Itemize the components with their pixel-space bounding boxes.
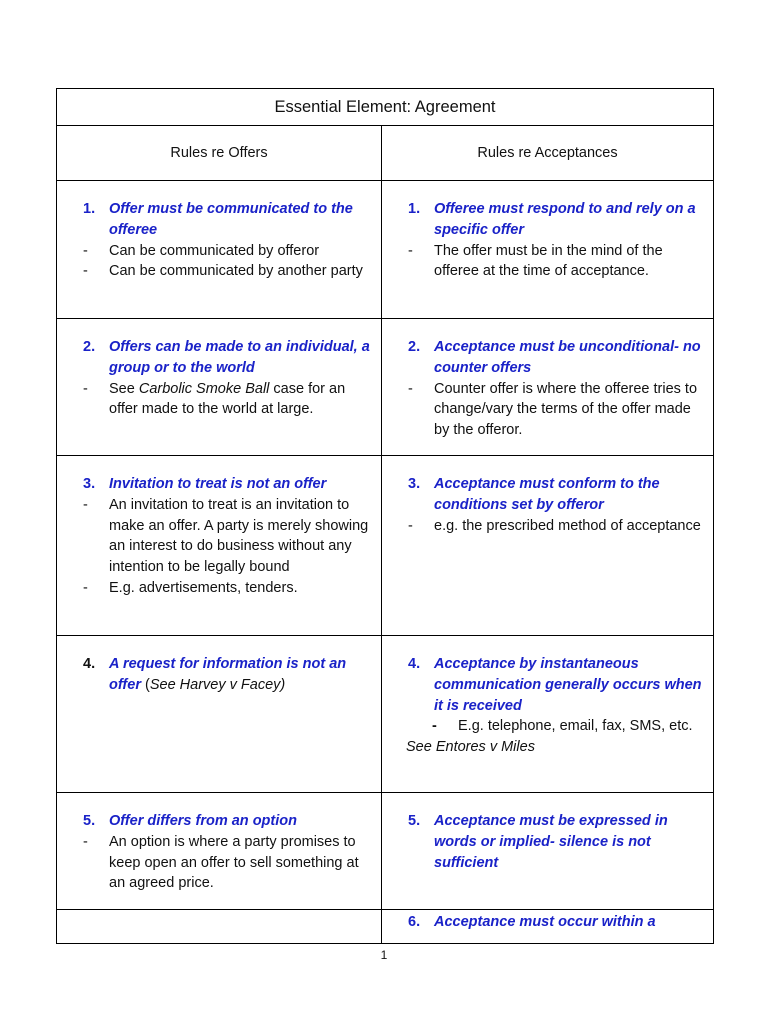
table-row	[57, 910, 714, 944]
rule-bullet: e.g. the prescribed method of acceptance	[434, 517, 701, 534]
column-header-offers: Rules re Offers	[57, 126, 382, 181]
case-reference: See Harvey v Facey)	[149, 676, 286, 693]
rule-title: Acceptance by instantaneous communication generally occurs when it is received	[434, 656, 702, 714]
rule-bullet: Can be communicated by another party	[109, 263, 363, 280]
acceptance-rule-4: 4. Acceptance by instantaneous communication generally occurs when it is received - E.g. telephone, email, fax, SMS, etc. See Entores v Miles	[382, 636, 714, 793]
table-title: Essential Element: Agreement	[57, 89, 714, 126]
rule-bullet: E.g. telephone, email, fax, SMS, etc.	[458, 718, 693, 735]
table-row	[57, 456, 714, 636]
rule-bullet: E.g. advertisements, tenders.	[109, 579, 298, 596]
table-row	[57, 636, 714, 793]
acceptance-rule-6: 6. Acceptance must occur within a	[382, 910, 714, 944]
acceptance-rule-1: 1. Offeree must respond to and rely on a specific offer - The offer must be in the mind of the offeree at the time of acceptance.	[382, 181, 714, 319]
table-row	[57, 319, 714, 456]
case-name: Carbolic Smoke Ball	[138, 380, 270, 397]
offer-rule-3: 3. Invitation to treat is not an offer - An invitation to treat is an invitation to make an offer. A party is merely showing an interest to do business without any intention to be legally bound - E.g. advertisements, tenders.	[57, 456, 382, 636]
rule-title: Offer must be communicated to the offeree	[109, 201, 353, 238]
column-header-acceptances: Rules re Acceptances	[382, 126, 714, 181]
acceptance-rule-3: 3. Acceptance must conform to the conditions set by offeror - e.g. the prescribed method of acceptance	[382, 456, 714, 636]
rule-bullet: Counter offer is where the offeree tries to change/vary the terms of the offer made by the offeror.	[434, 380, 698, 439]
offer-rule-1: 1. Offer must be communicated to the offeree - Can be communicated by offeror - Can be communicated by another party	[57, 181, 382, 319]
acceptance-rule-5: 5. Acceptance must be expressed in words or implied- silence is not sufficient	[382, 793, 714, 910]
agreement-table	[56, 88, 714, 944]
acceptance-rule-2: 2. Acceptance must be unconditional- no counter offers - Counter offer is where the offeree tries to change/vary the terms of the offer made by the offeror.	[382, 319, 714, 456]
rule-title: Acceptance must be unconditional- no counter offers	[434, 339, 701, 376]
rule-title: Offeree must respond to and rely on a specific offer	[434, 201, 696, 238]
rule-bullet: The offer must be in the mind of the offeree at the time of acceptance.	[434, 242, 663, 280]
rule-title: Offers can be made to an individual, a group or to the world	[109, 339, 370, 376]
rule-title: Acceptance must be expressed in words or implied- silence is not sufficient	[434, 813, 668, 871]
rule-bullet: Can be communicated by offeror	[109, 242, 320, 259]
rule-title: Acceptance must occur within a	[434, 914, 656, 930]
rule-bullet: An option is where a party promises to keep open an offer to sell something at an agreed price.	[109, 833, 359, 892]
rule-bullet: An invitation to treat is an invitation to make an offer. A party is merely showing an interest to do business without any intention to be legally bound	[109, 496, 369, 576]
offer-rule-4: 4. A request for information is not an offer (See Harvey v Facey)	[57, 636, 382, 793]
offer-rule-empty	[57, 910, 382, 944]
rule-title: Offer differs from an option	[109, 813, 297, 829]
offer-rule-5: 5. Offer differs from an option - An option is where a party promises to keep open an offer to sell something at an agreed price.	[57, 793, 382, 910]
table-row	[57, 793, 714, 910]
offer-rule-2: 2. Offers can be made to an individual, a group or to the world - See Carbolic Smoke Ball case for an offer made to the world at large.	[57, 319, 382, 456]
rule-title: Acceptance must conform to the conditions set by offeror	[434, 476, 660, 513]
page-number: 1	[380, 948, 388, 962]
case-reference: See Entores v Miles	[406, 739, 535, 756]
rule-bullet: See Carbolic Smoke Ball case for an offer made to the world at large.	[109, 380, 346, 418]
rule-title: A request for information is not an offer	[109, 656, 347, 693]
table-row	[57, 181, 714, 319]
rule-title: Invitation to treat is not an offer	[109, 476, 327, 492]
